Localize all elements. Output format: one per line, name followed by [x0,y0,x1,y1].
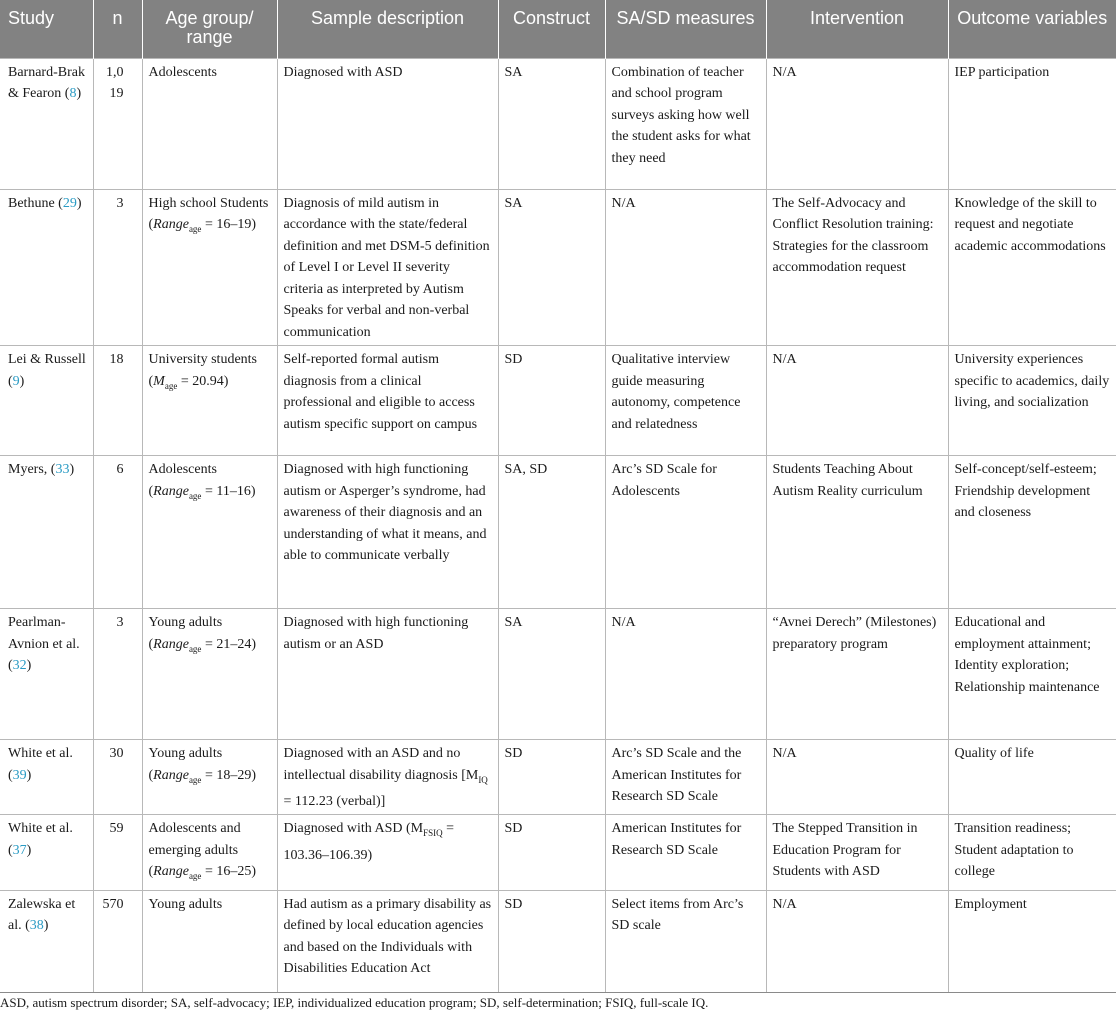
sample-text: Diagnosed with ASD (M [283,821,424,837]
age-stat-label: M [153,373,165,389]
sample-cell [277,740,498,815]
outcomes-cell: Educational and employment attainment; Identity exploration; Relationship maintenance [948,609,1116,740]
measures-cell: Arc’s SD Scale for Adolescents [605,456,766,609]
study-name: Zalewska et al. ( [8,896,76,934]
study-name: Barnard-Brak & Fearon ( [8,64,85,101]
age-stat-value: = 11–16) [201,483,256,499]
table-row [0,609,1116,740]
header-study: Study [0,0,93,58]
n-cell: 3 [93,189,142,346]
age-cell [142,346,277,456]
study-close: ) [26,842,32,858]
age-stat-subscript: age [188,223,202,234]
study-cell [0,456,93,609]
n-cell: 18 [93,346,142,456]
citation-ref: 9 [12,373,20,389]
age-cell [142,740,277,815]
n-cell: 59 [93,815,142,890]
measures-cell: American Institutes for Research SD Scale [605,815,766,890]
age-stat: (Range$_{age}$ = 16–25) [148,864,256,882]
age-stat-label: Range [153,864,189,880]
sample-cell: Diagnosed with ASD [277,58,498,189]
age-stat-value: = 21–24) [201,636,256,652]
study-close: ) [26,767,32,783]
measures-cell: N/A [605,609,766,740]
sample-cell: Self-reported formal autism diagnosis from a clinical professional and eligible to access autism specific support on campus [277,346,498,456]
outcomes-cell: University experiences specific to academics, daily living, and socialization [948,346,1116,456]
age-stat-label: Range [153,483,189,499]
outcomes-cell: Self-concept/self-esteem; Friendship development and closeness [948,456,1116,609]
n-cell: 1,019 [93,58,142,189]
outcomes-cell: IEP participation [948,58,1116,189]
construct-cell: SD [498,890,605,992]
intervention-cell: Students Teaching About Autism Reality curriculum [766,456,948,609]
age-stat-subscript: age [188,643,202,654]
construct-cell: SA, SD [498,456,605,609]
study-close: ) [26,658,32,673]
study-cell [0,189,93,346]
construct-cell: SD [498,346,605,456]
age-stat: (Range$_{age}$ = 16–19) [148,217,256,234]
sample-text: Diagnosed with an ASD and no intellectual disability diagnosis [M [283,746,479,783]
n-cell: 570 [93,890,142,992]
age-group: High school Students [148,195,269,211]
study-name: Bethune ( [8,195,63,211]
age-cell [142,890,277,992]
study-name: Myers, ( [8,462,56,477]
sample-text-end: = 112.23 (verbal)] [283,793,386,809]
header-construct: Construct [498,0,605,58]
study-cell [0,346,93,456]
construct-cell: SA [498,58,605,189]
age-group: Young adults [148,896,223,912]
study-cell [0,740,93,815]
age-cell [142,456,277,609]
citation-ref: 32 [12,658,27,673]
study-name: White et al. ( [8,746,73,783]
header-n: n [93,0,142,58]
construct-cell: SA [498,609,605,740]
age-stat: (Range$_{age}$ = 11–16) [148,483,256,501]
age-stat-value: = 18–29) [201,767,256,783]
table-footnote: ASD, autism spectrum disorder; SA, self-advocacy; IEP, individualized education program; SD, self-determination; FSIQ, full-scale IQ. [0,995,709,1010]
age-group: Adolescents [148,462,217,477]
study-close: ) [76,86,82,101]
n-cell: 6 [93,456,142,609]
age-cell [142,609,277,740]
age-stat-value: = 16–19) [201,217,256,232]
header-sample-description: Sample description [277,0,498,58]
intervention-cell: N/A [766,740,948,815]
study-name: Lei & Russell ( [8,352,86,389]
citation-ref: 39 [12,767,27,783]
study-close: ) [43,918,49,934]
age-stat-label: Range [153,636,189,652]
age-stat-subscript: age [188,490,202,501]
outcomes-cell: Employment [948,890,1116,992]
citation-ref: 8 [69,86,77,101]
age-group: Young adults [148,746,223,761]
age-stat-value: = 20.94) [177,373,229,389]
header-measures: SA/SD measures [605,0,766,58]
intervention-cell: N/A [766,58,948,189]
intervention-cell: N/A [766,346,948,456]
intervention-cell: “Avnei Derech” (Milestones) preparatory program [766,609,948,740]
measures-cell: Select items from Arc’s SD scale [605,890,766,992]
measures-cell: Arc’s SD Scale and the American Institutes for Research SD Scale [605,740,766,815]
study-cell [0,609,93,740]
study-name: Pearlman-Avnion et al. ( [8,615,80,673]
header-age-group: Age group/ range [142,0,277,58]
age-cell [142,58,277,189]
sample-text-end: = 103.36–106.39) [283,821,455,863]
study-name: White et al. ( [8,821,73,858]
measures-cell: N/A [605,189,766,346]
age-stat: $(M_{age} = 20.94)$ [148,373,229,391]
age-cell [142,189,277,346]
outcomes-cell: Quality of life [948,740,1116,815]
age-group: Adolescents [148,64,217,80]
n-cell: 3 [93,609,142,740]
study-cell [0,815,93,890]
intervention-cell: The Self-Advocacy and Conflict Resolution training: Strategies for the classroom accommodation request [766,189,948,346]
table-row [0,890,1116,992]
sample-subscript: IQ [478,774,488,785]
age-group: University students [148,352,257,367]
age-stat-subscript: age [164,380,178,391]
age-stat-label: Range [153,217,189,232]
table-row [0,815,1116,890]
table-row [0,346,1116,456]
construct-cell: SA [498,189,605,346]
table-row [0,189,1116,346]
construct-cell: SD [498,815,605,890]
table-row [0,58,1116,189]
study-close: ) [76,195,82,211]
age-stat-label: Range [153,767,189,783]
header-row [0,0,1116,58]
construct-cell: SD [498,740,605,815]
measures-cell: Qualitative interview guide measuring autonomy, competence and relatedness [605,346,766,456]
age-cell [142,815,277,890]
citation-ref: 33 [55,462,70,477]
header-intervention: Intervention [766,0,948,58]
header-outcome-variables: Outcome variables [948,0,1116,58]
sample-cell [277,815,498,890]
outcomes-cell: Transition readiness; Student adaptation to college [948,815,1116,890]
outcomes-cell: Knowledge of the skill to request and negotiate academic accommodations [948,189,1116,346]
sample-subscript: FSIQ [423,828,443,839]
sample-cell: Had autism as a primary disability as defined by local education agencies and based on the Individuals with Disabilities Education Act [277,890,498,992]
study-close: ) [19,373,25,389]
table-row [0,740,1116,815]
age-stat-subscript: age [188,871,202,882]
n-cell: 30 [93,740,142,815]
table-row [0,456,1116,609]
age-group: Adolescents and emerging adults [148,821,241,858]
age-stat: (Range$_{age}$ = 21–24) [148,636,256,654]
citation-ref: 29 [62,195,77,211]
age-stat-subscript: age [188,774,202,785]
citation-ref: 38 [29,918,44,934]
study-cell [0,890,93,992]
measures-cell: Combination of teacher and school program surveys asking how well the student asks for what they need [605,58,766,189]
intervention-cell: The Stepped Transition in Education Program for Students with ASD [766,815,948,890]
intervention-cell: N/A [766,890,948,992]
age-stat-value: = 16–25) [201,864,256,880]
citation-ref: 37 [12,842,27,858]
sample-cell: Diagnosed with high functioning autism or Asperger’s syndrome, had awareness of their diagnosis and an understanding of what it means, and able to communicate verbally [277,456,498,609]
study-close: ) [69,462,75,477]
age-stat: (Range$_{age}$ = 18–29) [148,767,256,785]
sample-cell: Diagnosis of mild autism in accordance with the state/federal definition and met DSM-5 definition of Level I or Level II severity criteria as interpreted by Autism Speaks for verbal and non-verbal communication [277,189,498,346]
age-group: Young adults [148,615,223,630]
study-cell [0,58,93,189]
sample-cell: Diagnosed with high functioning autism or an ASD [277,609,498,740]
